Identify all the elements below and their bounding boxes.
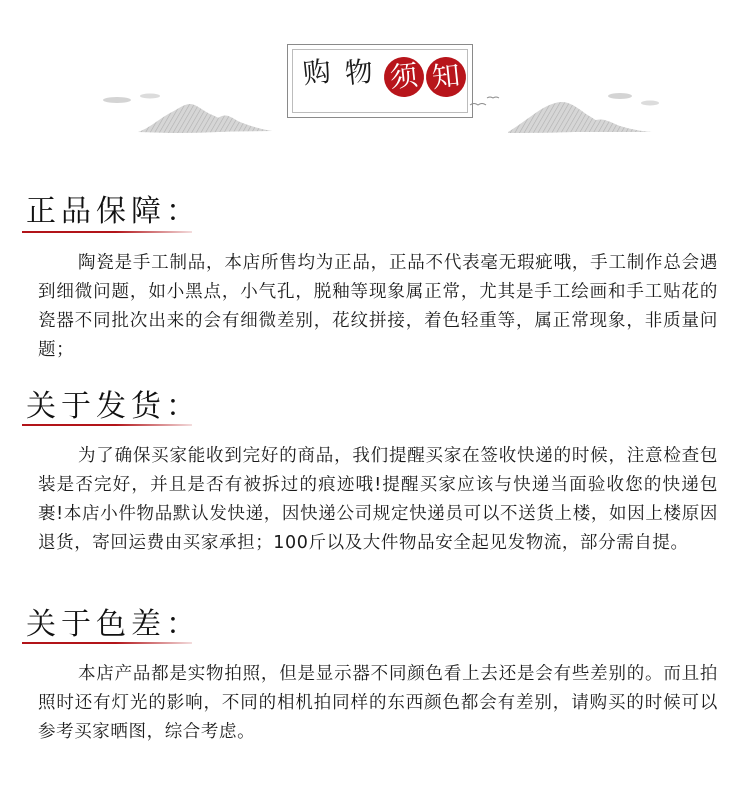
section-text-authenticity: 陶瓷是手工制品，本店所售均为正品，正品不代表毫无瑕疵哦，手工制作总会遇到细微问题，如小黑点，小气孔，脱釉等现象属正常，尤其是手工绘画和手工贴花的瓷器不同批次出来的会有细微差别，花纹拼接，着色轻重等，属正常现象，非质量问题； xyxy=(38,253,718,360)
title-char-4-seal: 知 xyxy=(424,55,468,99)
title-char-3-seal: 须 xyxy=(382,55,426,99)
section-text-shipping: 为了确保买家能收到完好的商品，我们提醒买家在签收快递的时候，注意检查包装是否完好，并且是否有被拆过的痕迹哦!提醒买家应该与快递当面验收您的快递包裹!本店小件物品默认发快递，因快递公司规定快递员可以不送货上楼，如因上楼原因退货，寄回运费由买家承担；100斤以及大件物品安全起见发物流，部分需自提。 xyxy=(38,446,718,553)
section-underline xyxy=(22,424,192,426)
title-char-2: 物 xyxy=(343,54,375,91)
title-char-1: 购 xyxy=(301,54,333,91)
section-heading-color-difference: 关于色差： xyxy=(26,607,201,642)
page-title xyxy=(296,52,476,110)
section-heading-authenticity: 正品保障： xyxy=(26,194,201,229)
header-banner xyxy=(0,0,750,150)
section-text-color-difference: 本店产品都是实物拍照，但是显示器不同颜色看上去还是会有些差别的。而且拍照时还有灯光的影响，不同的相机拍同样的东西颜色都会有差别，请购买的时候可以参考买家晒图，综合考虑。 xyxy=(38,664,718,742)
section-heading-shipping: 关于发货： xyxy=(26,389,201,424)
section-underline xyxy=(22,231,192,233)
section-underline xyxy=(22,642,192,644)
